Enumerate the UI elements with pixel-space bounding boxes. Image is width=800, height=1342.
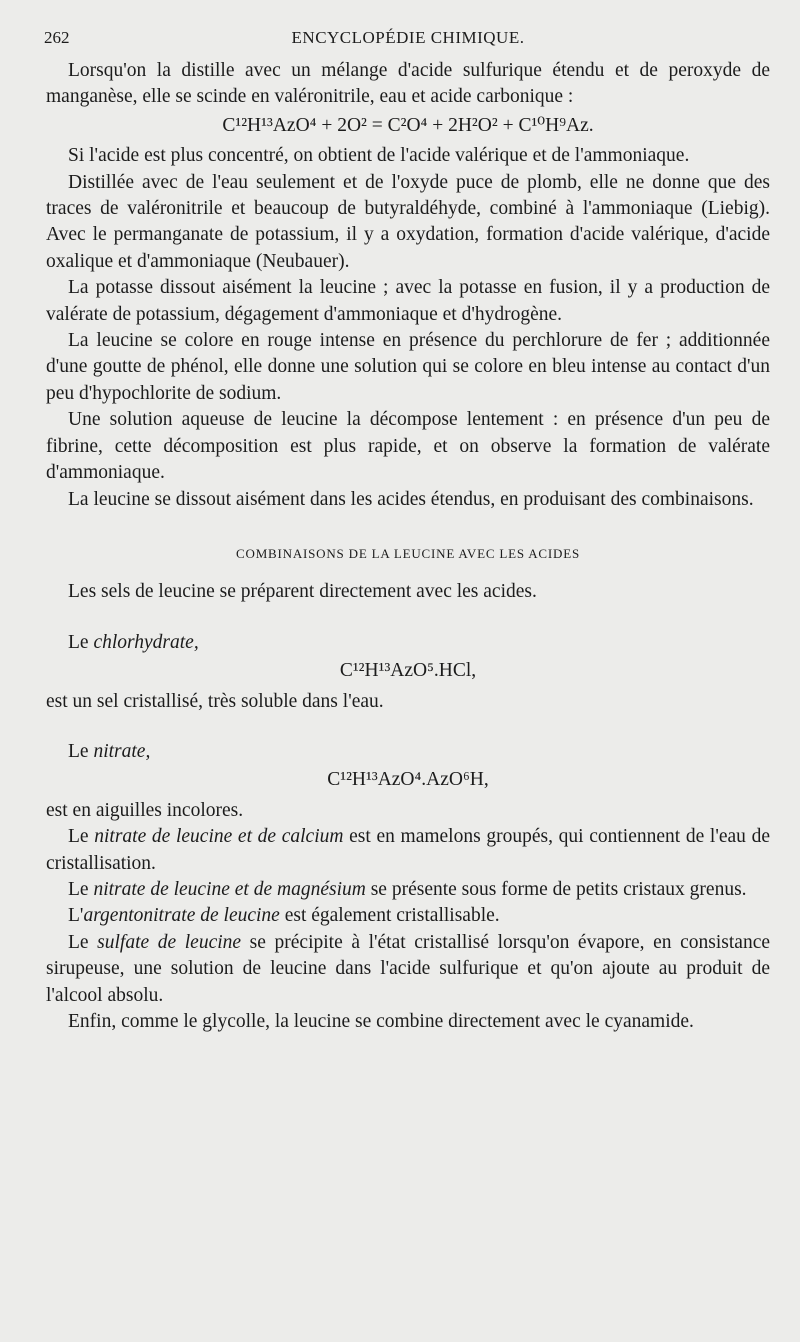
italic-term: chlorhydrate, <box>93 631 199 653</box>
paragraph-sulfate <box>46 930 770 1009</box>
formula-decomposition: C¹²H¹³AzO⁴ + 2O² = C²O⁴ + 2H²O² + C¹⁰H⁹Az. <box>222 114 594 136</box>
text-lead: Le <box>68 878 94 900</box>
text-rest: se précipite à l'état cristallisé lorsqu'on évapore, en consistance sirupeuse, une solution de leucine dans l'acide sulfurique et qu'on ajoute au produit de l'alcool absolu. <box>46 931 771 1006</box>
page-body <box>46 58 770 1035</box>
running-title: ENCYCLOPÉDIE CHIMIQUE. <box>291 28 525 47</box>
paragraph-magnesium <box>46 877 770 903</box>
paragraph-argentonitrate <box>46 903 770 929</box>
italic-term: nitrate, <box>93 740 151 762</box>
paragraph-chlorhydrate-desc: est un sel cristallisé, très soluble dans l'eau. <box>46 690 384 712</box>
italic-term: argentonitrate de leucine <box>83 905 280 927</box>
paragraph-salts: Les sels de leucine se préparent directement avec les acides. <box>68 581 537 603</box>
paragraph-distillation: Lorsqu'on la distille avec un mélange d'acide sulfurique étendu et de peroxyde de manganèse, elle se scinde en valéronitrile, eau et acide carbonique : <box>46 60 770 108</box>
text-rest: se présente sous forme de petits cristaux grenus. <box>365 878 747 900</box>
text-rest: est en mamelons groupés, qui contiennent de l'eau de cristallisation. <box>46 826 770 874</box>
paragraph-chlorhydrate <box>46 630 770 656</box>
paragraph-nitrate-desc: est en aiguilles incolores. <box>46 799 244 821</box>
paragraph-concentrated-acid: Si l'acide est plus concentré, on obtient de l'acide valérique et de l'ammoniaque. <box>68 145 690 167</box>
spacer <box>46 606 770 630</box>
text-lead: L' <box>68 905 84 927</box>
text-lead: Le <box>68 931 98 953</box>
text-rest: est également cristallisable. <box>279 905 500 927</box>
paragraph-potash: La potasse dissout aisément la leucine ; avec la potasse en fusion, il y a production de valérate de potassium, dégagement d'ammoniaque et d'hydrogène. <box>46 277 770 325</box>
paragraph-calcium <box>46 824 770 877</box>
paragraph-cyanamide: Enfin, comme le glycolle, la leucine se combine directement avec le cyanamide. <box>68 1011 694 1032</box>
formula-chlorhydrate: C¹²H¹³AzO⁵.HCl, <box>339 660 477 682</box>
section-heading: COMBINAISONS DE LA LEUCINE AVEC LES ACIDES <box>236 545 580 561</box>
italic-term: nitrate de leucine et de calcium <box>94 826 344 848</box>
paragraph-nitrate <box>46 739 770 765</box>
text-lead: Le <box>68 740 94 762</box>
formula-nitrate: C¹²H¹³AzO⁴.AzO⁶H, <box>327 769 489 791</box>
paragraph-color-reaction: La leucine se colore en rouge intense en présence du perchlorure de fer ; additionnée d'une goutte de phénol, elle donne une solution qui se colore en bleu intense au contact d'un peu d'hypochlorite de sodium. <box>46 330 770 404</box>
spacer <box>46 715 770 739</box>
page-header <box>44 28 772 52</box>
paragraph-acids: La leucine se dissout aisément dans les acides étendus, en produisant des combinaisons. <box>68 488 754 510</box>
page-number: 262 <box>44 28 70 47</box>
text-lead: Le <box>68 631 94 653</box>
italic-term: nitrate de leucine et de magnésium <box>93 878 366 900</box>
italic-term: sulfate de leucine <box>97 931 242 953</box>
text-lead: Le <box>68 826 95 848</box>
paragraph-aqueous-solution: Une solution aqueuse de leucine la décompose lentement : en présence d'un peu de fibrine, cette décomposition est plus rapide, et on observe la formation de valérate d'ammoniaque. <box>46 409 770 484</box>
paragraph-lead-oxide: Distillée avec de l'eau seulement et de l'oxyde puce de plomb, elle ne donne que des traces de valéronitrile et beaucoup de butyraldéhyde, combiné à l'ammoniaque (Liebig). Avec le permanganate de potassium, il y a oxydation, formation d'acide valérique, d'acide oxalique et d'ammoniaque (Neubauer). <box>46 171 770 272</box>
